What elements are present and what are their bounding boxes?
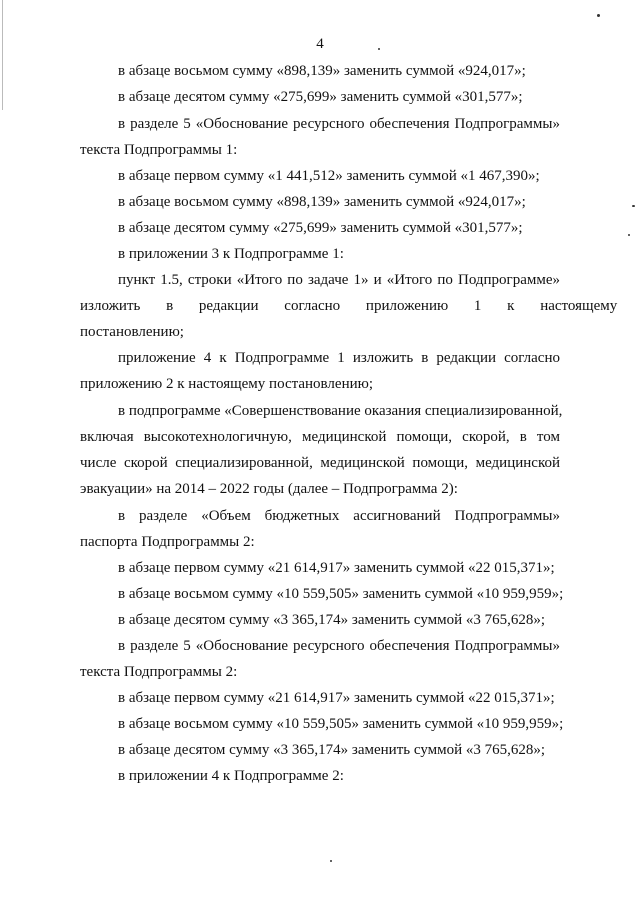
text-line: в разделе 5 «Обоснование ресурсного обеспечения Подпрограммы» bbox=[118, 638, 560, 654]
text-line: в разделе «Объем бюджетных ассигнований Подпрограммы» bbox=[118, 508, 560, 524]
scan-speck bbox=[632, 205, 635, 207]
text-line: текста Подпрограммы 1: bbox=[80, 142, 238, 158]
scan-speck bbox=[628, 234, 630, 236]
text-line: в абзаце восьмом сумму «10 559,505» заменить суммой «10 959,959»; bbox=[118, 716, 564, 732]
text-line: эвакуации» на 2014 – 2022 годы (далее – Подпрограмма 2): bbox=[80, 481, 458, 497]
scan-speck bbox=[330, 860, 332, 862]
scan-speck bbox=[378, 48, 380, 50]
scan-speck bbox=[597, 14, 600, 17]
text-line: в абзаце первом сумму «1 441,512» заменить суммой «1 467,390»; bbox=[118, 168, 540, 184]
text-line: текста Подпрограммы 2: bbox=[80, 664, 238, 680]
text-line: в разделе 5 «Обоснование ресурсного обеспечения Подпрограммы» bbox=[118, 116, 560, 132]
text-line: приложению 2 к настоящему постановлению; bbox=[80, 376, 373, 392]
text-line: в абзаце десятом сумму «275,699» заменить суммой «301,577»; bbox=[118, 220, 523, 236]
text-line: в подпрограмме «Совершенствование оказания специализированной, bbox=[118, 403, 563, 419]
text-line: в абзаце восьмом сумму «898,139» заменить суммой «924,017»; bbox=[118, 194, 526, 210]
text-line: числе скорой специализированной, медицинской помощи, медицинской bbox=[80, 455, 560, 471]
page-number: 4 bbox=[316, 36, 324, 52]
text-line: в абзаце десятом сумму «3 365,174» заменить суммой «3 765,628»; bbox=[118, 612, 546, 628]
text-line: приложение 4 к Подпрограмме 1 изложить в редакции согласно bbox=[118, 350, 560, 366]
text-line: в приложении 3 к Подпрограмме 1: bbox=[118, 246, 344, 262]
text-line: пункт 1.5, строки «Итого по задаче 1» и «Итого по Подпрограмме» bbox=[118, 272, 560, 288]
text-line: паспорта Подпрограммы 2: bbox=[80, 534, 255, 550]
text-line: в абзаце восьмом сумму «10 559,505» заменить суммой «10 959,959»; bbox=[118, 586, 564, 602]
text-line: включая высокотехнологичную, медицинской помощи, скорой, в том bbox=[80, 429, 560, 445]
text-line: изложить в редакции согласно приложению 1 к настоящему bbox=[80, 298, 618, 314]
text-line: в приложении 4 к Подпрограмме 2: bbox=[118, 768, 344, 784]
text-line: в абзаце десятом сумму «275,699» заменить суммой «301,577»; bbox=[118, 89, 523, 105]
text-line: постановлению; bbox=[80, 324, 184, 340]
text-line: в абзаце первом сумму «21 614,917» заменить суммой «22 015,371»; bbox=[118, 560, 555, 576]
scan-edge-mark bbox=[2, 0, 3, 110]
text-line: в абзаце восьмом сумму «898,139» заменить суммой «924,017»; bbox=[118, 63, 526, 79]
text-line: в абзаце первом сумму «21 614,917» заменить суммой «22 015,371»; bbox=[118, 690, 555, 706]
text-line: в абзаце десятом сумму «3 365,174» заменить суммой «3 765,628»; bbox=[118, 742, 546, 758]
